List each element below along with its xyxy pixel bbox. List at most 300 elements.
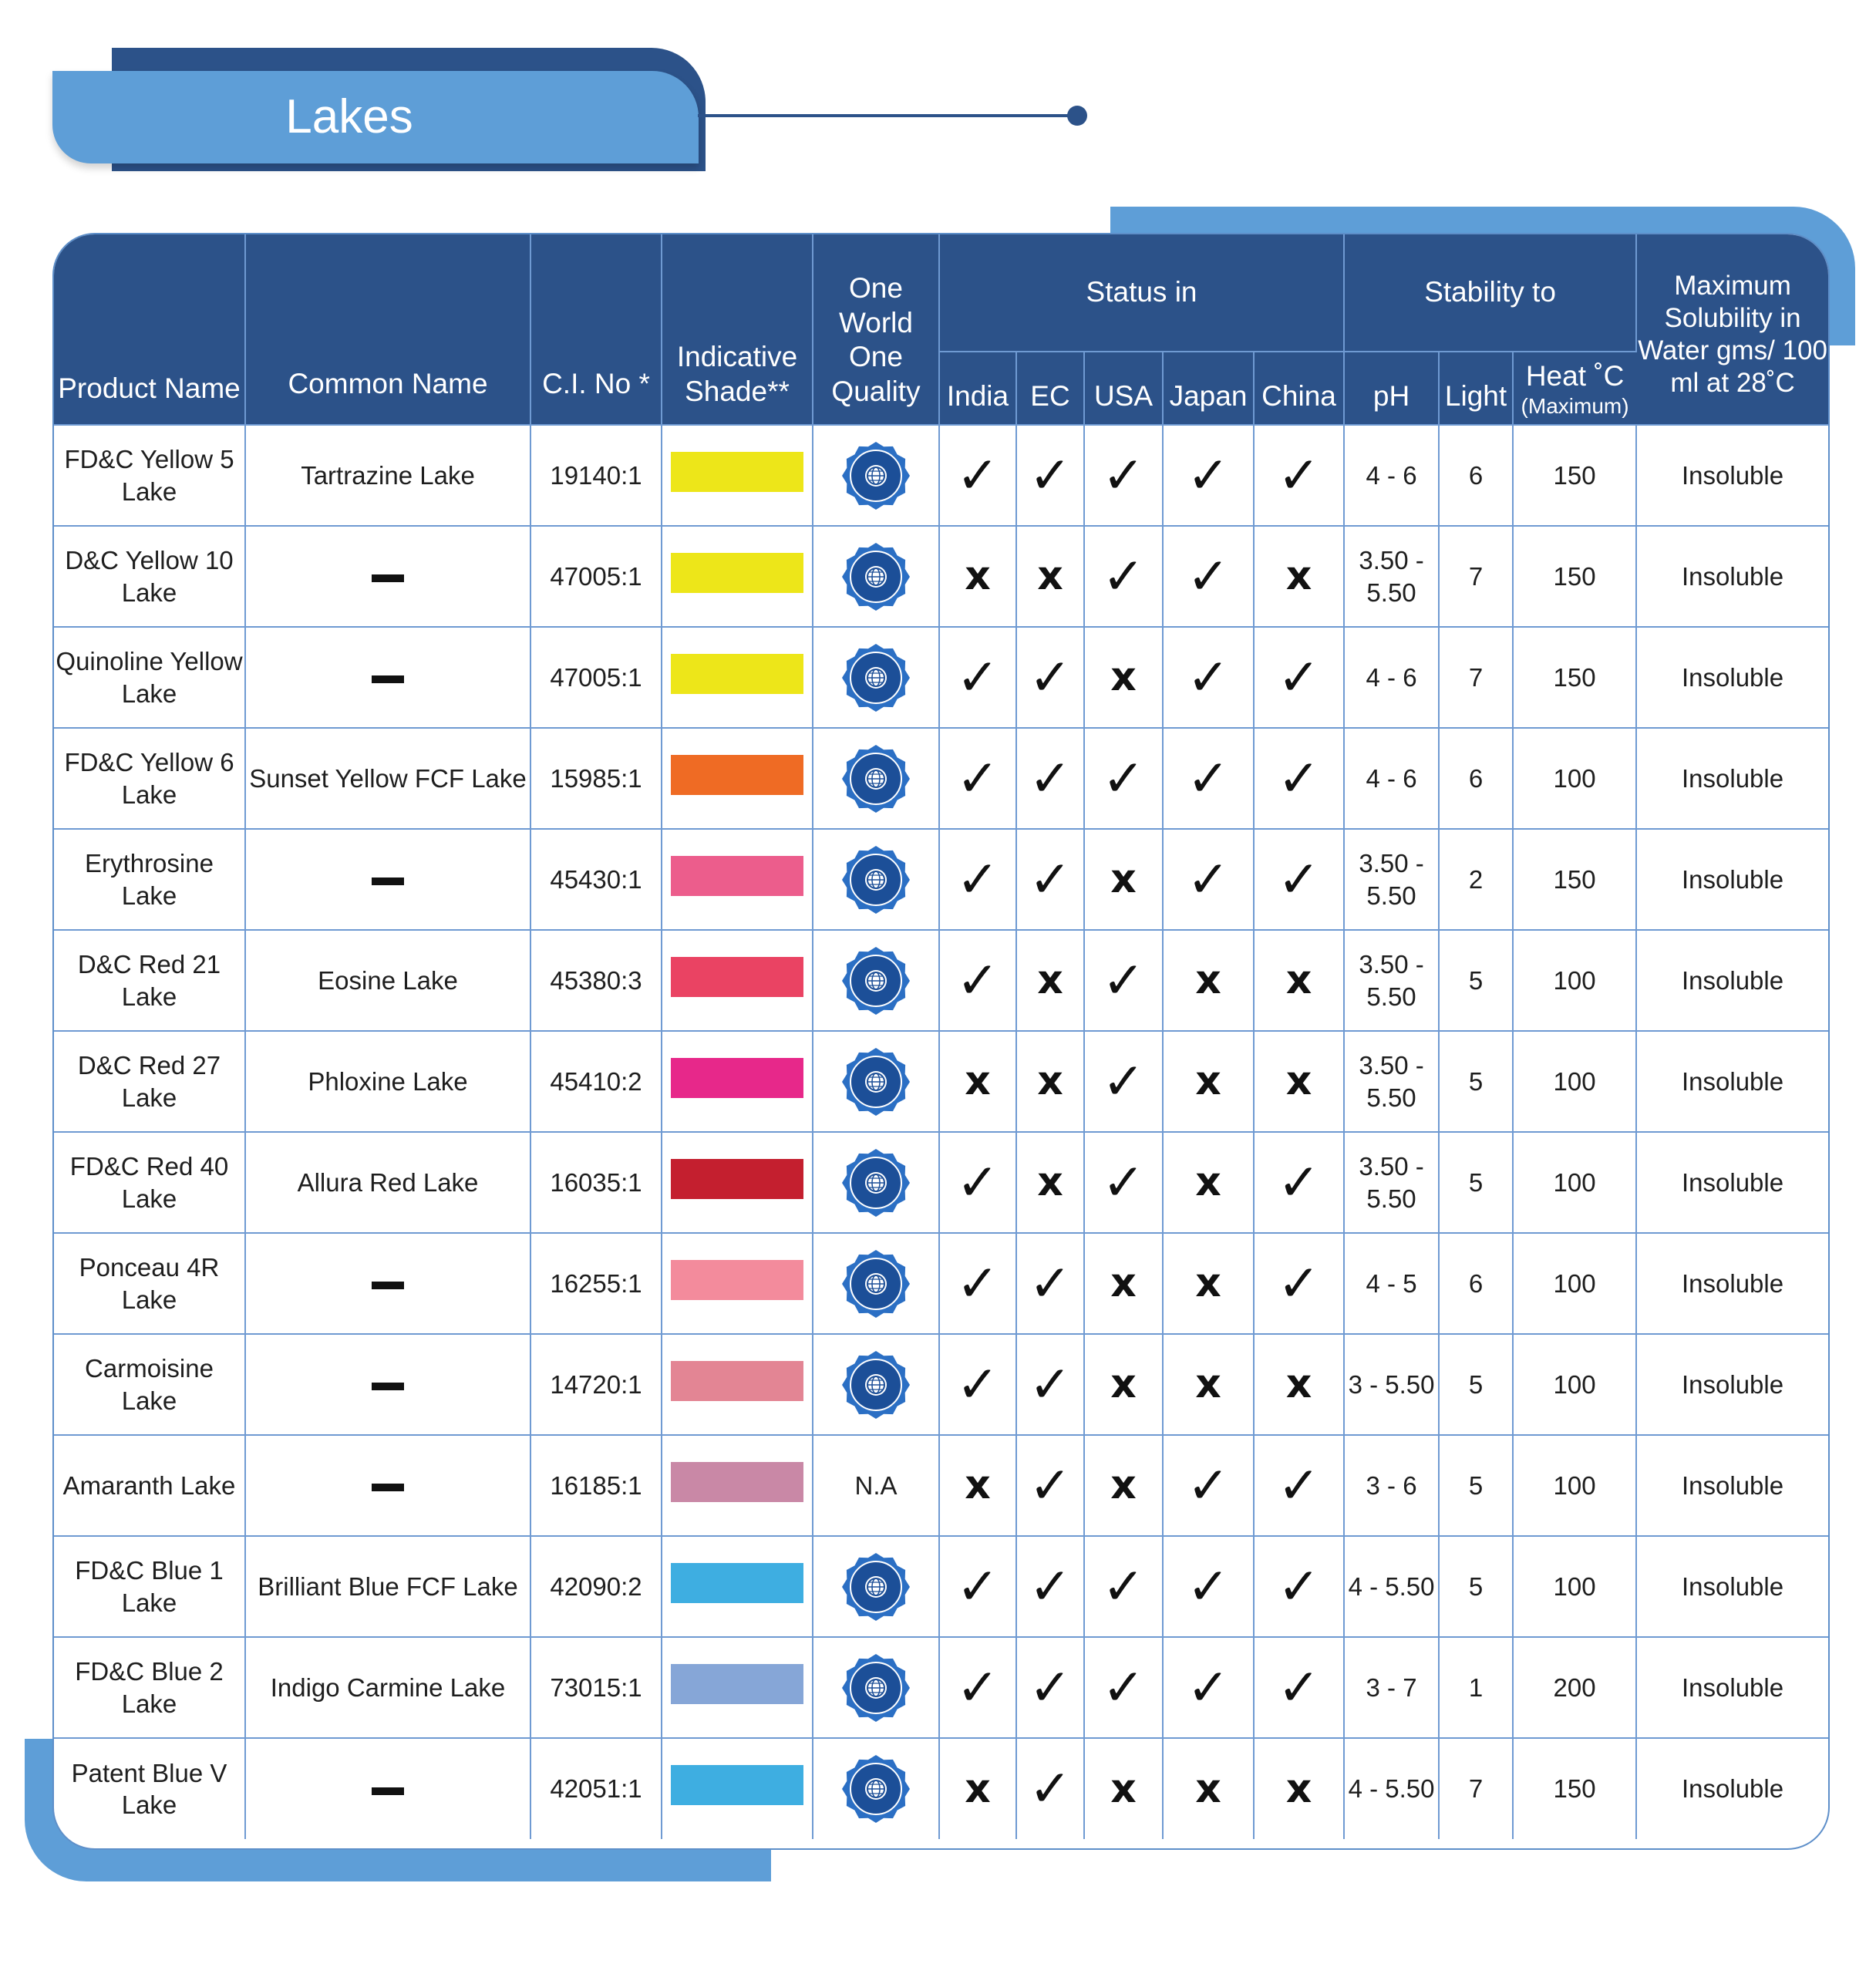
title-leader-line: [698, 114, 1073, 117]
shade-swatch: [671, 1260, 803, 1300]
cell-shade: [662, 930, 813, 1031]
cell-shade: [662, 1435, 813, 1536]
dash-icon: [372, 1282, 404, 1289]
cell-china: [1254, 627, 1344, 728]
cell-ph: 4 - 6: [1344, 627, 1439, 728]
cell-india: [939, 728, 1016, 829]
check-icon: ✓: [1277, 647, 1321, 707]
cell-product-name: D&C Yellow 10 Lake: [54, 526, 245, 627]
cell-ci-no: 47005:1: [530, 526, 662, 627]
check-icon: ✓: [956, 1354, 999, 1414]
check-icon: ✓: [1277, 445, 1321, 505]
cell-ph: 3.50 - 5.50: [1344, 1031, 1439, 1132]
cell-china: [1254, 728, 1344, 829]
cell-usa: [1084, 1637, 1163, 1738]
cell-heat: 150: [1513, 1738, 1636, 1839]
cell-china: [1254, 1637, 1344, 1738]
cell-china: [1254, 930, 1344, 1031]
cell-ci-no: 19140:1: [530, 425, 662, 526]
check-icon: ✓: [1029, 1253, 1072, 1313]
title-leader-dot: [1067, 106, 1087, 126]
check-icon: ✓: [1029, 445, 1072, 505]
cell-common-name: [245, 1435, 530, 1536]
cell-china: [1254, 1031, 1344, 1132]
page-title: Lakes: [285, 90, 413, 143]
header-product-name: Product Name: [54, 234, 245, 425]
cell-india: [939, 1132, 1016, 1233]
cross-icon: x: [965, 1462, 991, 1509]
cell-common-name: [245, 829, 530, 930]
cell-heat: 100: [1513, 1132, 1636, 1233]
cross-icon: x: [1195, 1260, 1221, 1307]
cell-common-name: Eosine Lake: [245, 930, 530, 1031]
cell-solubility: Insoluble: [1636, 1334, 1828, 1435]
cell-shade: [662, 1233, 813, 1334]
table-row: [54, 1738, 1828, 1839]
cell-heat: 200: [1513, 1637, 1636, 1738]
cell-china: [1254, 1738, 1344, 1839]
cross-icon: x: [1037, 957, 1063, 1004]
table-row: [54, 930, 1828, 1031]
cell-product-name: Ponceau 4R Lake: [54, 1233, 245, 1334]
cell-ph: 3 - 6: [1344, 1435, 1439, 1536]
cell-china: [1254, 1233, 1344, 1334]
cell-usa: [1084, 728, 1163, 829]
cell-product-name: FD&C Yellow 6 Lake: [54, 728, 245, 829]
cell-solubility: Insoluble: [1636, 1233, 1828, 1334]
cell-heat: 100: [1513, 728, 1636, 829]
cell-solubility: Insoluble: [1636, 627, 1828, 728]
cross-icon: x: [1285, 1361, 1312, 1408]
table-body: [54, 425, 1828, 1839]
header-china: China: [1254, 352, 1344, 425]
cell-india: [939, 1334, 1016, 1435]
cell-china: [1254, 1536, 1344, 1637]
cell-usa: [1084, 627, 1163, 728]
cell-india: [939, 425, 1016, 526]
cell-light: 6: [1439, 728, 1513, 829]
cell-owoq: [813, 930, 939, 1031]
owoq-badge-icon: [842, 745, 910, 813]
cell-ph: 4 - 5.50: [1344, 1738, 1439, 1839]
check-icon: ✓: [1029, 1759, 1072, 1818]
shade-swatch: [671, 1664, 803, 1704]
cell-ci-no: 45380:3: [530, 930, 662, 1031]
cell-solubility: Insoluble: [1636, 728, 1828, 829]
cell-japan: [1163, 1738, 1254, 1839]
table-row: [54, 1334, 1828, 1435]
cell-heat: 100: [1513, 1031, 1636, 1132]
cross-icon: x: [965, 553, 991, 600]
cell-ci-no: 42051:1: [530, 1738, 662, 1839]
cell-heat: 100: [1513, 930, 1636, 1031]
cell-india: [939, 526, 1016, 627]
header-japan: Japan: [1163, 352, 1254, 425]
cell-usa: [1084, 1233, 1163, 1334]
cell-japan: [1163, 1536, 1254, 1637]
cell-common-name: [245, 526, 530, 627]
cell-ci-no: 14720:1: [530, 1334, 662, 1435]
cell-ph: 3.50 - 5.50: [1344, 930, 1439, 1031]
cell-japan: [1163, 1334, 1254, 1435]
cross-icon: x: [1285, 553, 1312, 600]
cell-light: 6: [1439, 1233, 1513, 1334]
table-row: [54, 1132, 1828, 1233]
cell-heat: 100: [1513, 1233, 1636, 1334]
cell-ph: 4 - 5: [1344, 1233, 1439, 1334]
cell-usa: [1084, 1435, 1163, 1536]
table-row: [54, 728, 1828, 829]
cross-icon: x: [1195, 957, 1221, 1004]
cell-ci-no: 16035:1: [530, 1132, 662, 1233]
cross-icon: x: [1037, 1058, 1063, 1105]
cell-product-name: FD&C Yellow 5 Lake: [54, 425, 245, 526]
shade-swatch: [671, 1159, 803, 1199]
cell-india: [939, 1233, 1016, 1334]
cell-india: [939, 1637, 1016, 1738]
check-icon: ✓: [956, 849, 999, 909]
header-owoq: One World One Quality: [813, 234, 939, 425]
cross-icon: x: [1195, 1058, 1221, 1105]
cross-icon: x: [1195, 1361, 1221, 1408]
cell-owoq: [813, 1334, 939, 1435]
cell-ec: [1016, 425, 1084, 526]
cell-light: 5: [1439, 1031, 1513, 1132]
owoq-badge-icon: [842, 1553, 910, 1621]
cell-ec: [1016, 829, 1084, 930]
cell-ph: 3 - 7: [1344, 1637, 1439, 1738]
cell-usa: [1084, 425, 1163, 526]
cell-solubility: Insoluble: [1636, 930, 1828, 1031]
table-row: [54, 627, 1828, 728]
cell-common-name: [245, 1233, 530, 1334]
cell-shade: [662, 627, 813, 728]
check-icon: ✓: [1102, 1556, 1145, 1616]
header-indicative-shade: Indicative Shade**: [662, 234, 813, 425]
cross-icon: x: [1110, 1361, 1137, 1408]
check-icon: ✓: [1102, 546, 1145, 606]
cell-ci-no: 47005:1: [530, 627, 662, 728]
owoq-badge-icon: [842, 442, 910, 510]
cell-solubility: Insoluble: [1636, 1738, 1828, 1839]
owoq-badge-icon: [842, 1048, 910, 1116]
cell-japan: [1163, 829, 1254, 930]
cell-usa: [1084, 1738, 1163, 1839]
cell-product-name: D&C Red 21 Lake: [54, 930, 245, 1031]
check-icon: ✓: [956, 1556, 999, 1616]
cell-ph: 3.50 - 5.50: [1344, 1132, 1439, 1233]
check-icon: ✓: [956, 1657, 999, 1717]
cell-ec: [1016, 1536, 1084, 1637]
cell-solubility: Insoluble: [1636, 1637, 1828, 1738]
cell-heat: 150: [1513, 526, 1636, 627]
cell-light: 6: [1439, 425, 1513, 526]
cross-icon: x: [1285, 1058, 1312, 1105]
check-icon: ✓: [1187, 647, 1230, 707]
cell-owoq: [813, 1233, 939, 1334]
cell-shade: [662, 526, 813, 627]
cell-ci-no: 73015:1: [530, 1637, 662, 1738]
cell-product-name: Quinoline Yellow Lake: [54, 627, 245, 728]
cell-owoq: N.A: [813, 1435, 939, 1536]
header-india: India: [939, 352, 1016, 425]
cell-solubility: Insoluble: [1636, 829, 1828, 930]
cell-light: 7: [1439, 627, 1513, 728]
cell-common-name: Indigo Carmine Lake: [245, 1637, 530, 1738]
shade-swatch: [671, 553, 803, 593]
cell-product-name: FD&C Blue 1 Lake: [54, 1536, 245, 1637]
check-icon: ✓: [1187, 849, 1230, 909]
cell-owoq: [813, 1637, 939, 1738]
cross-icon: x: [1110, 1765, 1137, 1812]
header-solubility: Maximum Solubility in Water gms/ 100 ml at 28˚C: [1636, 234, 1828, 425]
cell-ci-no: 45430:1: [530, 829, 662, 930]
cell-product-name: FD&C Blue 2 Lake: [54, 1637, 245, 1738]
cell-shade: [662, 1738, 813, 1839]
shade-swatch: [671, 654, 803, 694]
check-icon: ✓: [1187, 546, 1230, 606]
cell-usa: [1084, 1536, 1163, 1637]
cell-common-name: Sunset Yellow FCF Lake: [245, 728, 530, 829]
cell-china: [1254, 1132, 1344, 1233]
cell-light: 2: [1439, 829, 1513, 930]
check-icon: ✓: [1102, 748, 1145, 808]
cell-japan: [1163, 425, 1254, 526]
cell-light: 5: [1439, 930, 1513, 1031]
check-icon: ✓: [956, 748, 999, 808]
cell-china: [1254, 829, 1344, 930]
cell-shade: [662, 1637, 813, 1738]
shade-swatch: [671, 1563, 803, 1603]
cell-solubility: Insoluble: [1636, 1031, 1828, 1132]
cell-india: [939, 1435, 1016, 1536]
cell-india: [939, 1536, 1016, 1637]
cell-usa: [1084, 829, 1163, 930]
cell-common-name: Phloxine Lake: [245, 1031, 530, 1132]
owoq-badge-icon: [842, 1654, 910, 1722]
cross-icon: x: [965, 1058, 991, 1105]
table-row: [54, 1435, 1828, 1536]
cell-ec: [1016, 1031, 1084, 1132]
check-icon: ✓: [1277, 849, 1321, 909]
check-icon: ✓: [1029, 1556, 1072, 1616]
table-row: [54, 1233, 1828, 1334]
cross-icon: x: [1110, 1462, 1137, 1509]
check-icon: ✓: [1029, 748, 1072, 808]
cross-icon: x: [1110, 856, 1137, 903]
cell-light: 5: [1439, 1435, 1513, 1536]
check-icon: ✓: [1277, 1657, 1321, 1717]
table-row: [54, 526, 1828, 627]
cross-icon: x: [1195, 1159, 1221, 1206]
check-icon: ✓: [1029, 1455, 1072, 1515]
table-row: [54, 1536, 1828, 1637]
check-icon: ✓: [1029, 647, 1072, 707]
check-icon: ✓: [1187, 1657, 1230, 1717]
cell-product-name: Erythrosine Lake: [54, 829, 245, 930]
cross-icon: x: [1285, 1765, 1312, 1812]
cross-icon: x: [1037, 553, 1063, 600]
check-icon: ✓: [1277, 748, 1321, 808]
check-icon: ✓: [1277, 1152, 1321, 1212]
cell-owoq: [813, 728, 939, 829]
cell-china: [1254, 1435, 1344, 1536]
table-row: [54, 1031, 1828, 1132]
cell-usa: [1084, 1334, 1163, 1435]
cell-heat: 150: [1513, 627, 1636, 728]
table-row: [54, 829, 1828, 930]
cell-japan: [1163, 930, 1254, 1031]
cell-light: 7: [1439, 1738, 1513, 1839]
cell-light: 5: [1439, 1132, 1513, 1233]
check-icon: ✓: [956, 1253, 999, 1313]
cell-heat: 150: [1513, 425, 1636, 526]
cell-ec: [1016, 627, 1084, 728]
check-icon: ✓: [1102, 1152, 1145, 1212]
shade-swatch: [671, 1765, 803, 1805]
check-icon: ✓: [1187, 748, 1230, 808]
cell-owoq: [813, 829, 939, 930]
dash-icon: [372, 878, 404, 885]
cell-usa: [1084, 930, 1163, 1031]
cell-product-name: Amaranth Lake: [54, 1435, 245, 1536]
header-usa: USA: [1084, 352, 1163, 425]
check-icon: ✓: [1029, 1354, 1072, 1414]
cell-ci-no: 45410:2: [530, 1031, 662, 1132]
cell-solubility: Insoluble: [1636, 1435, 1828, 1536]
header-status-in: Status in: [939, 234, 1344, 352]
header-ec: EC: [1016, 352, 1084, 425]
cell-shade: [662, 829, 813, 930]
cell-common-name: Brilliant Blue FCF Lake: [245, 1536, 530, 1637]
cell-light: 1: [1439, 1637, 1513, 1738]
cell-ph: 4 - 5.50: [1344, 1536, 1439, 1637]
cell-owoq: [813, 425, 939, 526]
cell-china: [1254, 1334, 1344, 1435]
cell-japan: [1163, 1435, 1254, 1536]
cell-ci-no: 16185:1: [530, 1435, 662, 1536]
owoq-badge-icon: [842, 644, 910, 712]
cell-ec: [1016, 1738, 1084, 1839]
cell-japan: [1163, 526, 1254, 627]
cross-icon: x: [965, 1765, 991, 1812]
cell-common-name: Tartrazine Lake: [245, 425, 530, 526]
cell-usa: [1084, 1132, 1163, 1233]
cell-solubility: Insoluble: [1636, 1536, 1828, 1637]
check-icon: ✓: [1102, 1657, 1145, 1717]
cell-india: [939, 829, 1016, 930]
cell-ec: [1016, 1637, 1084, 1738]
cell-heat: 100: [1513, 1536, 1636, 1637]
check-icon: ✓: [1277, 1556, 1321, 1616]
check-icon: ✓: [956, 1152, 999, 1212]
check-icon: ✓: [1029, 849, 1072, 909]
cell-japan: [1163, 1031, 1254, 1132]
check-icon: ✓: [956, 647, 999, 707]
cell-product-name: Patent Blue V Lake: [54, 1738, 245, 1839]
check-icon: ✓: [1187, 1556, 1230, 1616]
shade-swatch: [671, 1361, 803, 1401]
cell-usa: [1084, 1031, 1163, 1132]
cell-ec: [1016, 526, 1084, 627]
cell-heat: 100: [1513, 1435, 1636, 1536]
check-icon: ✓: [1187, 1455, 1230, 1515]
owoq-badge-icon: [842, 947, 910, 1015]
owoq-badge-icon: [842, 543, 910, 611]
cell-shade: [662, 1334, 813, 1435]
cell-japan: [1163, 728, 1254, 829]
cell-owoq: [813, 1132, 939, 1233]
shade-swatch: [671, 1058, 803, 1098]
check-icon: ✓: [1277, 1253, 1321, 1313]
header-ci-no: C.I. No *: [530, 234, 662, 425]
cell-product-name: FD&C Red 40 Lake: [54, 1132, 245, 1233]
table-row: [54, 1637, 1828, 1738]
cell-ph: 3.50 - 5.50: [1344, 829, 1439, 930]
cell-india: [939, 930, 1016, 1031]
cell-ec: [1016, 1435, 1084, 1536]
cell-common-name: Allura Red Lake: [245, 1132, 530, 1233]
check-icon: ✓: [1102, 950, 1145, 1010]
cell-shade: [662, 1536, 813, 1637]
check-icon: ✓: [1187, 445, 1230, 505]
cell-shade: [662, 1031, 813, 1132]
shade-swatch: [671, 755, 803, 795]
header-stability-to: Stability to: [1344, 234, 1636, 352]
cell-ec: [1016, 930, 1084, 1031]
cell-solubility: Insoluble: [1636, 1132, 1828, 1233]
cell-ec: [1016, 1132, 1084, 1233]
cell-ph: 4 - 6: [1344, 425, 1439, 526]
cell-ec: [1016, 1233, 1084, 1334]
title-banner: [52, 71, 699, 163]
cell-owoq: [813, 1738, 939, 1839]
table-row: [54, 425, 1828, 526]
cell-product-name: Carmoisine Lake: [54, 1334, 245, 1435]
cell-shade: [662, 425, 813, 526]
header-ph: pH: [1344, 352, 1439, 425]
dash-icon: [372, 675, 404, 683]
cross-icon: x: [1110, 1260, 1137, 1307]
cell-ph: 3.50 - 5.50: [1344, 526, 1439, 627]
header-common-name: Common Name: [245, 234, 530, 425]
cell-ph: 3 - 5.50: [1344, 1334, 1439, 1435]
owoq-badge-icon: [842, 846, 910, 914]
lakes-table-container: [52, 233, 1830, 1850]
cell-solubility: Insoluble: [1636, 526, 1828, 627]
cell-ci-no: 42090:2: [530, 1536, 662, 1637]
cell-owoq: [813, 526, 939, 627]
cell-owoq: [813, 1031, 939, 1132]
cell-heat: 150: [1513, 829, 1636, 930]
cell-shade: [662, 728, 813, 829]
cross-icon: x: [1285, 957, 1312, 1004]
dash-icon: [372, 1383, 404, 1390]
cell-owoq: [813, 627, 939, 728]
shade-swatch: [671, 1462, 803, 1502]
cell-light: 7: [1439, 526, 1513, 627]
check-icon: ✓: [1102, 1051, 1145, 1111]
lakes-table: [54, 234, 1828, 1839]
dash-icon: [372, 574, 404, 582]
owoq-badge-icon: [842, 1351, 910, 1419]
cell-india: [939, 1031, 1016, 1132]
shade-swatch: [671, 452, 803, 492]
cell-ec: [1016, 728, 1084, 829]
cell-india: [939, 627, 1016, 728]
header-heat-sub: (Maximum): [1521, 394, 1629, 419]
header-light: Light: [1439, 352, 1513, 425]
